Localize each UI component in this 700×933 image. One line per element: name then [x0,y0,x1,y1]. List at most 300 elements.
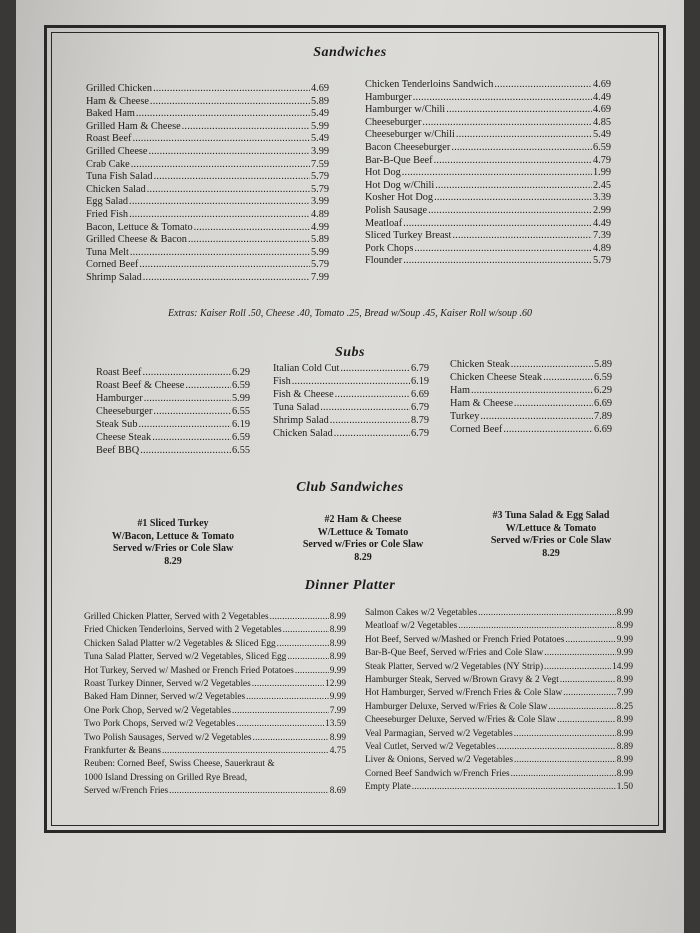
sandwich-row [86,159,329,172]
dot-leader [511,358,593,371]
sandwich-row [365,79,611,92]
sandwich-row [365,167,611,180]
dinner-row [84,745,346,758]
dinner-row [365,687,633,700]
sandwich-row [365,155,611,168]
item-price: 6.55 [231,445,250,456]
item-price: 8.99 [329,652,346,663]
dot-leader [153,83,310,96]
item-name: One Pork Chop, Served w/2 Vegetables [84,705,232,716]
item-name: Liver & Onions, Served w/2 Vegetables [365,755,514,766]
item-name: Grilled Ham & Cheese [86,120,181,132]
item-price: 2.45 [592,179,611,191]
dinner-row [84,651,346,664]
sub-row [450,397,612,410]
item-price: 4.69 [310,83,329,94]
item-name: Steak Platter, Served w/2 Vegetables (NY Strip) [365,661,544,672]
item-price: 6.79 [410,363,429,374]
item-price: 5.79 [310,183,329,195]
item-price: 5.99 [310,120,329,132]
dinner-row [84,678,346,691]
item-price: 6.19 [410,376,429,387]
item-price: 5.99 [310,246,329,258]
sandwich-row [365,192,611,205]
item-name: Grilled Chicken [86,83,153,94]
dinner-row [84,718,346,731]
item-price: 8.99 [616,728,633,739]
item-name: Grilled Cheese & Bacon [86,234,187,246]
dot-leader [511,768,616,781]
dinner-row [84,624,346,637]
dot-leader [544,647,615,660]
item-price: 8.79 [410,415,429,426]
dinner-row [365,647,633,660]
item-name: Salmon Cakes w/2 Vegetables [365,608,478,618]
dot-leader [131,159,310,172]
item-price: 8.99 [329,638,346,649]
dot-leader [136,108,310,121]
dinner-row [365,768,633,781]
sandwich-row [86,146,329,159]
dot-leader [565,634,615,647]
dinner-row [365,634,633,647]
item-price: 3.99 [310,145,329,157]
item-name: Pork Chops [365,242,414,254]
sandwich-row [86,184,329,197]
sub-row [450,371,612,384]
dot-leader [514,397,593,410]
sandwich-row [365,218,611,231]
dot-leader [147,184,310,197]
sandwich-row [86,196,329,209]
item-price: 6.79 [410,402,429,413]
dot-leader [142,366,231,379]
item-name: Chicken Tenderloins Sandwich [365,79,494,90]
dot-leader [514,754,616,767]
item-name: Two Polish Sausages, Served w/2 Vegetables [84,732,252,743]
club-sandwiches-title: Club Sandwiches [296,480,404,495]
item-name: Egg Salad [86,196,129,208]
dot-leader [544,661,611,674]
item-price: 9.99 [329,692,346,703]
dot-leader [283,624,329,637]
dot-leader [295,665,329,678]
dot-leader [152,431,231,444]
item-name: Bar-B-Que Beef [365,154,433,166]
sub-row [96,379,250,392]
item-name: Cheeseburger [96,406,153,417]
sandwich-row [86,222,329,235]
dot-leader [563,687,615,700]
item-price: 6.59 [231,380,250,391]
item-name: Frankfurter & Beans [84,746,161,757]
item-price: 14.99 [612,661,633,672]
item-price: 6.59 [592,141,611,153]
dot-leader [232,705,329,718]
item-name: Served w/French Fries [84,786,169,797]
dot-leader [129,196,310,209]
item-price: 6.29 [231,367,250,378]
sub-row [450,358,612,371]
item-price: 7.99 [616,688,633,699]
dot-leader [478,607,616,620]
item-name: Roast Beef [96,367,142,378]
sub-row [96,431,250,444]
dot-leader [330,414,410,427]
dot-leader [497,741,616,754]
dot-leader [434,192,592,205]
dot-leader [503,423,593,436]
dot-leader [403,255,592,268]
dot-leader [434,155,592,168]
sandwich-row [365,255,611,268]
sandwich-row [86,247,329,260]
sub-row [96,444,250,457]
dot-leader [253,732,329,745]
sub-row [96,366,250,379]
item-name: Corned Beef [450,424,503,435]
item-name: Tuna Fish Salad [86,171,153,183]
item-name: Chicken Cheese Steak [450,372,543,383]
item-price: 3.39 [592,192,611,204]
item-name: Fried Chicken Tenderloins, Served with 2 Vegetables [84,625,282,636]
dot-leader [139,259,310,272]
sandwich-row [365,104,611,117]
sandwich-row [86,259,329,272]
dinner-row [84,611,346,624]
sub-row [273,414,429,427]
item-name: Meatloaf [365,217,403,229]
item-name: Hot Turkey, Served w/ Mashed or French Fried Potatoes [84,665,294,676]
item-name: Chicken Steak [450,359,510,370]
item-name: Grilled Cheese [86,145,148,157]
item-price: 8.99 [329,625,346,636]
dot-leader [557,714,616,727]
item-price: 2.99 [592,204,611,216]
item-name: Chicken Salad Platter w/2 Vegetables & Sliced Egg [84,638,276,649]
sub-row [273,401,429,414]
item-price: 5.49 [310,108,329,120]
item-name: Ham & Cheese [450,398,513,409]
item-price: 8.99 [616,755,633,766]
item-name: Beef BBQ [96,445,140,456]
sandwich-row [86,272,329,285]
dinner-row [365,754,633,767]
dot-leader [402,167,592,180]
item-name: Hamburger [365,91,412,103]
dot-leader [458,620,615,633]
subs-column-2 [273,362,429,440]
dot-leader [414,243,592,256]
item-name: Ham & Cheese [86,95,149,107]
item-price: 5.89 [310,234,329,246]
sandwich-row [365,205,611,218]
item-name: Fried Fish [86,208,129,220]
item-price: 7.59 [310,158,329,170]
subs-title: Subs [334,345,366,360]
sandwich-row [365,142,611,155]
item-name: Chicken Salad [273,428,333,439]
item-name: Sliced Turkey Breast [365,230,452,242]
dot-leader [162,745,329,758]
item-price: 5.49 [310,133,329,145]
sandwich-row [86,121,329,134]
item-name: Corned Beef Sandwich w/French Fries [365,768,510,779]
dinner-row [365,607,633,620]
dot-leader [237,718,325,731]
item-price: 4.69 [592,104,611,116]
sandwich-row [365,243,611,256]
dot-leader [270,611,329,624]
item-name: Flounder [365,255,403,267]
dot-leader [150,96,310,109]
dinner-row [365,674,633,687]
dot-leader [456,129,592,142]
item-price: 7.39 [592,230,611,242]
item-price: 5.79 [310,259,329,271]
dinner-row [84,691,346,704]
item-name: Two Pork Chops, Served w/2 Vegetables [84,719,236,730]
dinner-row [365,728,633,741]
item-name: Kosher Hot Dog [365,192,434,204]
item-price: 4.79 [592,154,611,166]
sandwich-row [86,171,329,184]
item-name: Hamburger Deluxe, Served w/Fries & Cole Slaw [365,701,548,712]
dot-leader [471,384,593,397]
club-item-2: #2 Ham & Cheese W/Lettuce & Tomato Served w/Fries or Cole Slaw 8.29 [302,514,424,563]
dot-leader [422,117,592,130]
item-name: Hot Dog [365,167,401,179]
item-price: 6.79 [410,428,429,439]
sub-row [273,375,429,388]
dot-leader [340,362,410,375]
dot-leader [334,427,410,440]
subs-column-1 [96,366,250,457]
dot-leader [403,218,592,231]
item-name: Bar-B-Que Beef, Served w/Fries and Cole Slaw [365,648,544,659]
dot-leader [143,272,310,285]
item-price: 4.85 [592,116,611,128]
sub-row [273,362,429,375]
item-name: Hot Beef, Served w/Mashed or French Fried Potatoes [365,634,565,645]
item-price: 5.79 [592,255,611,267]
reuben-description-line: 1000 Island Dressing on Grilled Rye Bread, [84,772,248,783]
item-price: 8.89 [616,742,633,753]
sandwich-row [86,209,329,222]
dinner-row [365,620,633,633]
item-name: Roast Beef & Cheese [96,380,185,391]
item-name: Chicken Salad [86,183,146,195]
dot-leader [153,405,231,418]
item-price: 8.99 [616,675,633,686]
dinner-left-column [84,611,346,799]
sub-row [273,427,429,440]
dot-leader [292,375,410,388]
sub-row [273,388,429,401]
item-name: Polish Sausage [365,204,428,216]
item-name: Veal Cutlet, Served w/2 Vegetables [365,742,496,753]
sandwiches-right-column [365,79,611,268]
dinner-row [84,785,346,798]
item-name: Veal Parmagian, Served w/2 Vegetables [365,728,513,739]
dot-leader [129,209,310,222]
item-price: 9.99 [616,648,633,659]
dot-leader [287,651,328,664]
item-name: Ham [450,385,471,396]
item-price: 8.99 [616,621,633,632]
club-item-3: #3 Tuna Salad & Egg Salad W/Lettuce & Tomato Served w/Fries or Cole Slaw 8.29 [490,510,612,559]
item-price: 8.99 [616,715,633,726]
sub-row [96,418,250,431]
dot-leader [132,133,310,146]
item-name: Hamburger w/Chili [365,104,446,116]
dinner-row [365,741,633,754]
dot-leader [194,222,310,235]
item-price: 5.89 [593,359,612,370]
item-name: Bacon Cheeseburger [365,141,451,153]
sandwich-row [365,117,611,130]
dinner-row [365,661,633,674]
item-price: 4.49 [592,91,611,103]
item-price: 4.69 [592,79,611,90]
item-price: 1.50 [616,782,633,793]
item-price: 4.89 [592,242,611,254]
item-price: 5.79 [310,171,329,183]
item-name: Bacon, Lettuce & Tomato [86,221,193,233]
sandwich-row [86,96,329,109]
dot-leader [144,392,231,405]
sandwich-row [86,83,329,96]
item-price: 8.99 [329,612,346,622]
item-name: Tuna Salad Platter, Served w/2 Vegetables, Sliced Egg [84,652,287,663]
dot-leader [452,230,592,243]
dinner-row [365,701,633,714]
dot-leader [480,410,593,423]
menu-paper [16,0,684,933]
item-name: Hamburger [96,393,143,404]
dot-leader [548,701,615,714]
subs-column-3 [450,358,612,436]
dot-leader [252,678,324,691]
item-price: 4.99 [310,221,329,233]
extras-line: Extras: Kaiser Roll .50, Cheese .40, Tomato .25, Bread w/Soup .45, Kaiser Roll w/soup .60 [168,308,532,319]
dot-leader [182,121,310,134]
item-price: 4.89 [310,208,329,220]
dot-leader [188,234,310,247]
dot-leader [428,205,592,218]
item-price: 9.99 [329,665,346,676]
sandwich-row [365,92,611,105]
dot-leader [154,171,310,184]
item-price: 4.49 [592,217,611,229]
sandwich-row [365,230,611,243]
dinner-row [84,638,346,651]
dinner-row [84,705,346,718]
dot-leader [543,371,593,384]
club-item-1: #1 Sliced Turkey W/Bacon, Lettuce & Tomato Served w/Fries or Cole Slaw 8.29 [111,518,235,567]
item-name: Tuna Melt [86,246,129,258]
dot-leader [185,379,231,392]
item-price: 5.99 [231,393,250,404]
dot-leader [138,418,230,431]
item-name: Cheeseburger Deluxe, Served w/Fries & Cole Slaw [365,715,557,726]
item-name: Italian Cold Cut [273,363,340,374]
item-price: 6.69 [593,398,612,409]
dinner-row [365,714,633,727]
item-price: 8.25 [616,701,633,712]
item-price: 6.69 [593,424,612,435]
sandwiches-left-column [86,83,329,285]
dot-leader [320,401,410,414]
item-price: 8.99 [329,732,346,743]
sandwich-row [86,234,329,247]
item-name: Baked Ham Dinner, Served w/2 Vegetables [84,692,246,703]
item-price: 7.89 [593,411,612,422]
item-price: 1.99 [592,167,611,179]
item-name: Turkey [450,411,480,422]
item-name: Tuna Salad [273,402,320,413]
dot-leader [169,785,329,798]
sub-row [96,392,250,405]
dot-leader [446,104,592,117]
dinner-row [365,781,633,794]
sub-row [96,405,250,418]
item-price: 6.55 [231,406,250,417]
item-name: Fish & Cheese [273,389,334,400]
dot-leader [494,79,592,92]
item-price: 6.69 [410,389,429,400]
dot-leader [148,146,309,159]
item-price: 7.99 [329,705,346,716]
dot-leader [335,388,410,401]
dot-leader [514,728,616,741]
item-name: Cheeseburger w/Chili [365,129,455,141]
item-price: 9.99 [616,634,633,645]
item-name: Hot Hamburger, Served w/French Fries & Cole Slaw [365,688,563,699]
item-price: 8.69 [329,786,346,797]
dot-leader [130,247,310,260]
item-name: Meatloaf w/2 Vegetables [365,621,458,632]
item-name: Roast Beef [86,133,132,145]
item-name: Cheeseburger [365,116,422,128]
sub-row [450,384,612,397]
item-name: Shrimp Salad [273,415,329,426]
item-price: 7.99 [310,271,329,283]
item-name: Cheese Steak [96,432,152,443]
item-price: 6.19 [231,419,250,430]
item-price: 12.99 [325,679,346,690]
dot-leader [435,180,592,193]
item-name: Fish [273,376,291,387]
sub-row [450,410,612,423]
dot-leader [413,92,592,105]
reuben-description-line: Reuben: Corned Beef, Swiss Cheese, Sauerkraut & [84,759,275,770]
sub-row [450,423,612,436]
item-name: Baked Ham [86,108,135,120]
item-price: 8.99 [616,768,633,779]
dinner-right-column [365,607,633,795]
item-price: 4.75 [329,746,346,757]
sandwich-row [86,133,329,146]
item-price: 5.89 [310,95,329,107]
item-price: 5.49 [592,129,611,141]
item-name: Hot Dog w/Chili [365,179,435,191]
dot-leader [277,638,329,651]
dot-leader [560,674,616,687]
item-name: Steak Sub [96,419,138,430]
dot-leader [140,444,231,457]
dinner-platter-title: Dinner Platter [304,578,396,593]
